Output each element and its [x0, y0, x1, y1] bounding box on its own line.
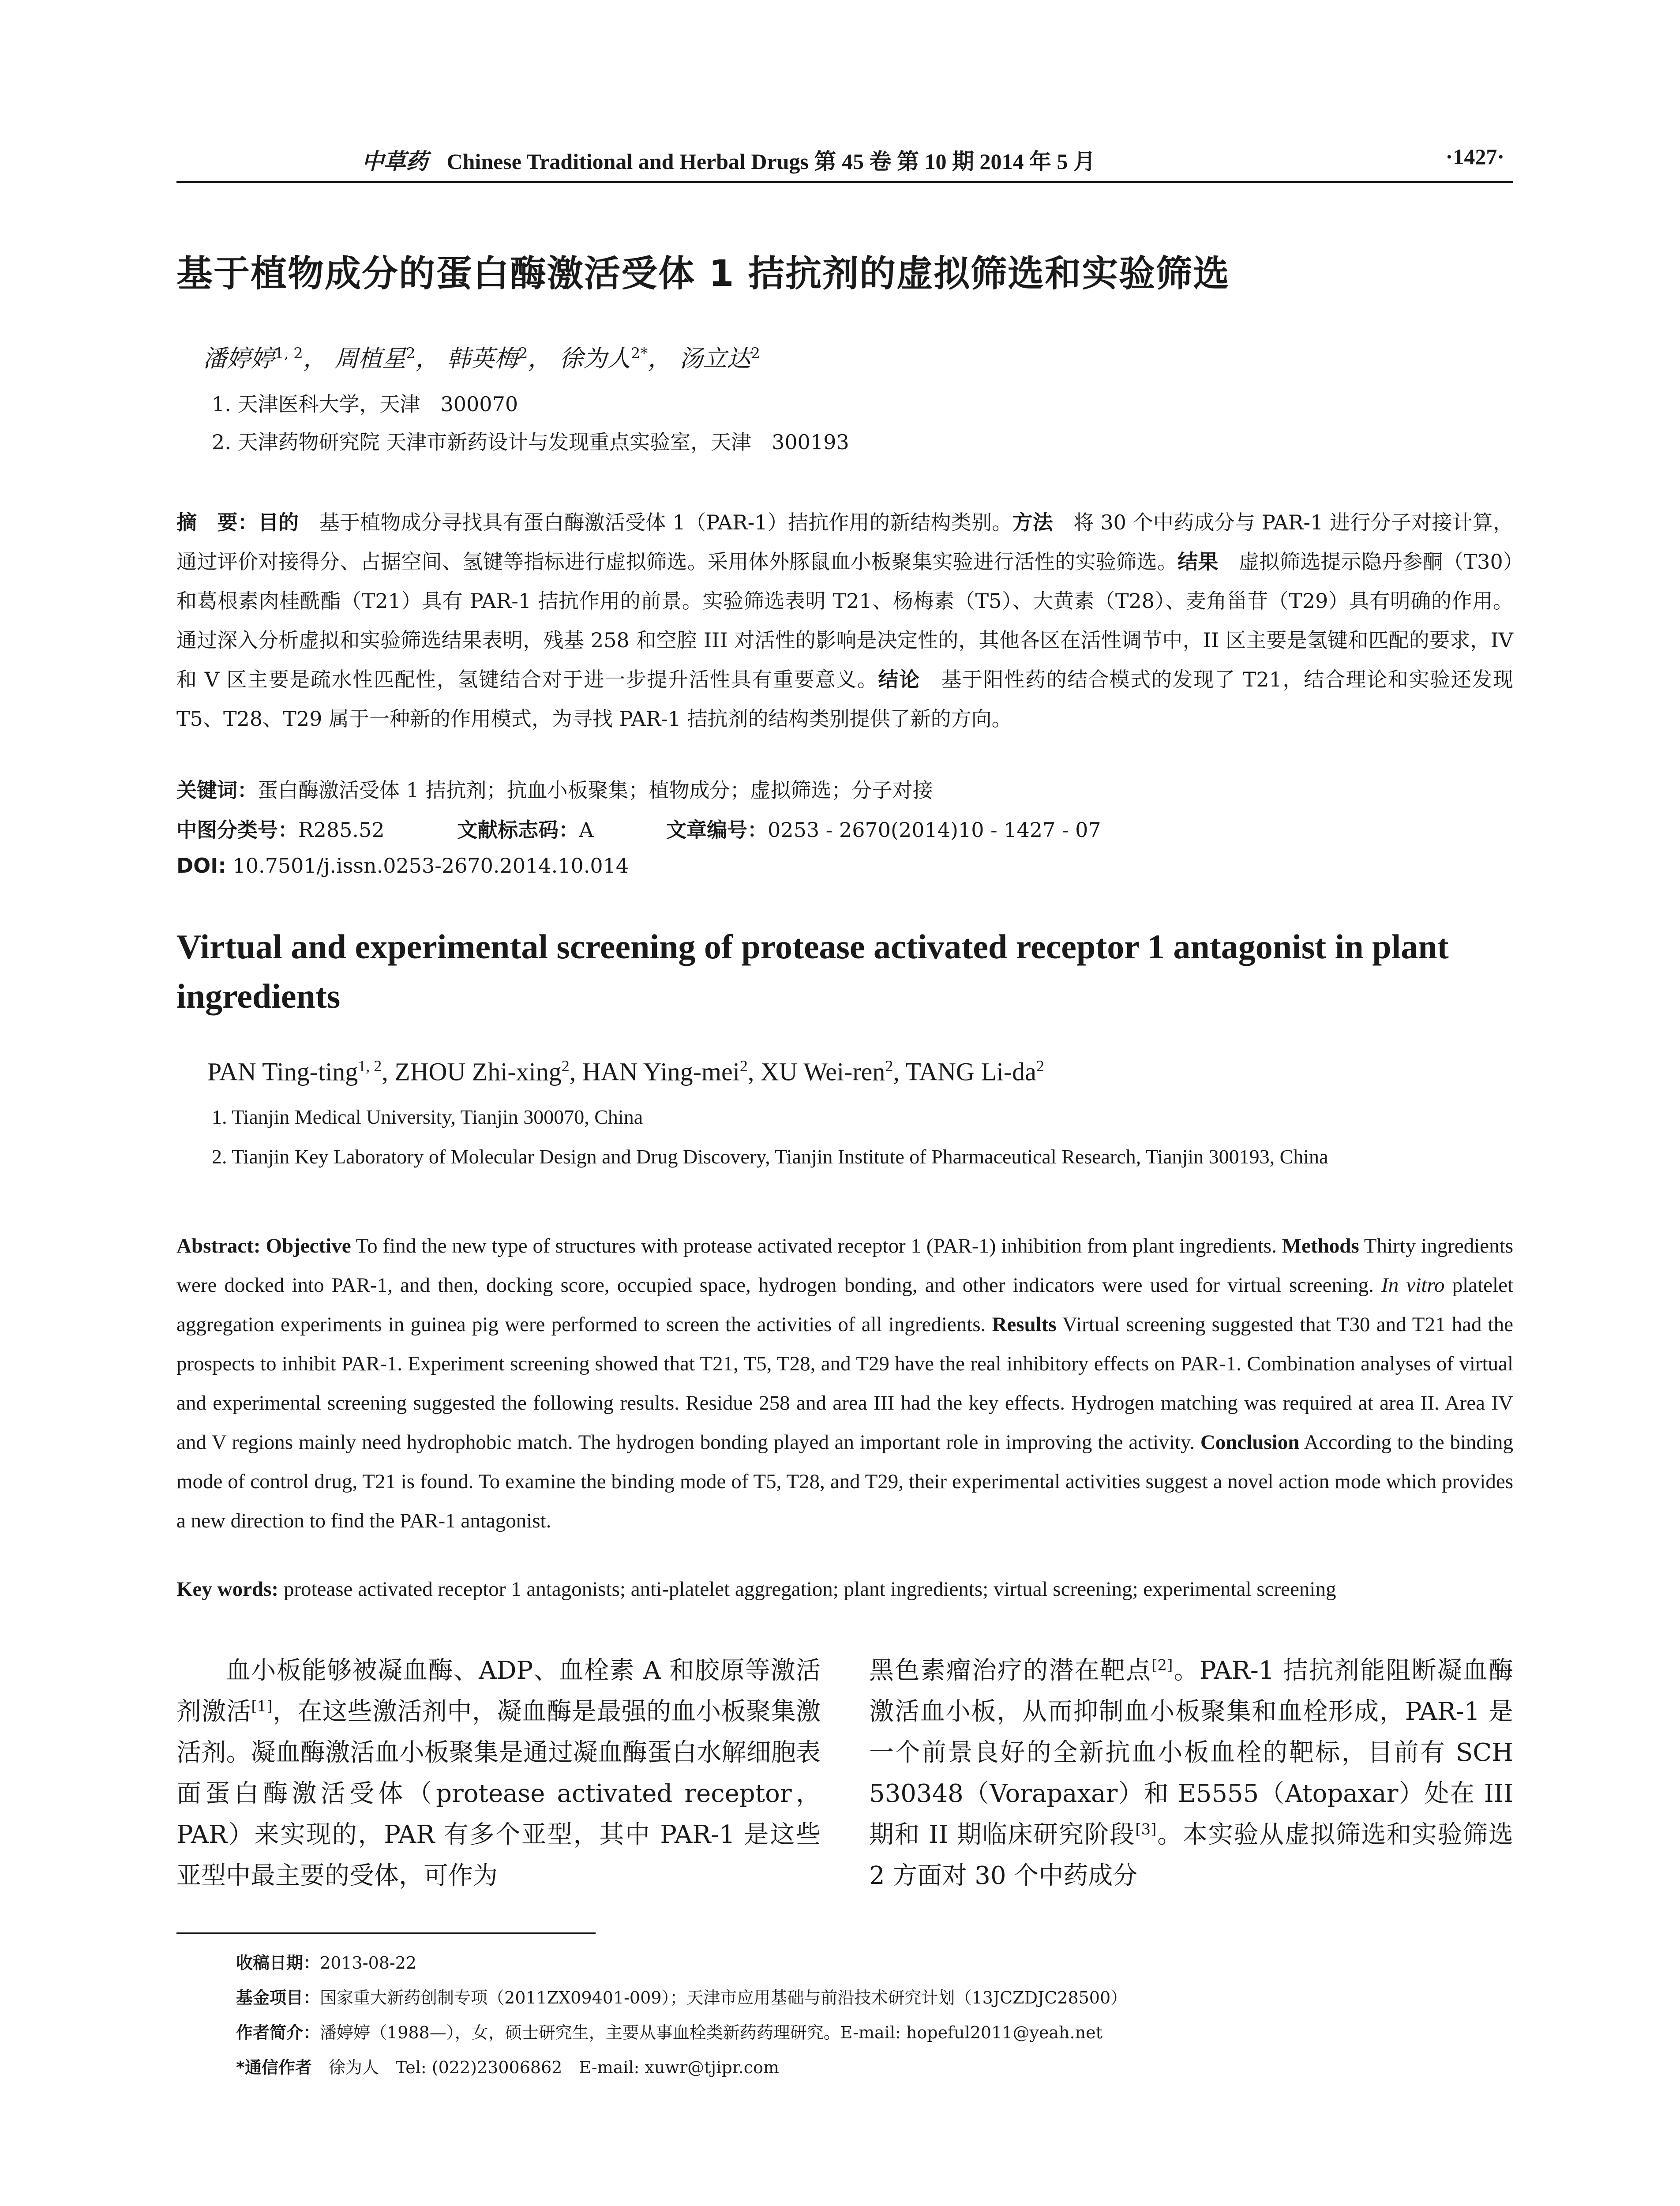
fund-text: 国家重大新药创制专项（2011ZX09401-009）；天津市应用基础与前沿技术研究计划（13JCZDJC28500）: [320, 1988, 1128, 2007]
author-name: 潘婷婷: [203, 345, 274, 372]
author-affiliation-sup: 1, 2: [274, 345, 303, 362]
author-name: TANG Li-da: [905, 1057, 1036, 1086]
methods-label: Methods: [1282, 1234, 1359, 1257]
author-bio-label: 作者简介：: [236, 2023, 320, 2042]
footnote-fund: [236, 1981, 1515, 2015]
author-name: 周植星: [334, 345, 406, 372]
chinese-keywords: [176, 774, 933, 803]
english-affiliation-2: 2. Tianjin Key Laboratory of Molecular Design and Drug Discovery, Tianjin Institute of Pharmaceutical Research, Tianjin 300193, China: [212, 1145, 1328, 1168]
english-authors: [207, 1057, 1044, 1086]
objective-label: 目的: [258, 510, 299, 534]
results-text: 虚拟筛选提示隐丹参酮（T30）和葛根素肉桂酰酯（T21）具有 PAR-1 拮抗作用的前景。实验筛选表明 T21、杨梅素（T5）、大黄素（T28）、麦角甾苷（T29）具有明确的作用。通过深入分析虚拟和实验筛选结果表明，残基 258 和空腔 III 对活性的影响是决定性的，其他各区在活性调节中，II 区主要是氢键和匹配的要求，IV 和 V 区主要是疏水性匹配性，氢键结合对于进一步提升活性具有重要意义。: [176, 550, 1514, 691]
footnotes: [236, 1946, 1515, 2085]
author-name: 汤立达: [679, 345, 751, 372]
results-label: Results: [992, 1313, 1057, 1336]
doi-label: DOI:: [176, 854, 226, 878]
author-affiliation-sup: 2: [750, 345, 761, 362]
english-abstract: [176, 1227, 1513, 1541]
doi-value: 10.7501/j.issn.0253-2670.2014.10.014: [226, 854, 629, 878]
author-name: 韩英梅: [446, 345, 518, 372]
body-text: 。本实验从虚拟筛选和实验筛选 2 方面对 30 个中药成分: [869, 1820, 1514, 1890]
body-text: 血小板能够被凝血酶、ADP、血栓素 A 和胶原等激活剂激活: [176, 1656, 821, 1726]
author-name: ZHOU Zhi-xing: [394, 1057, 562, 1086]
conclusion-label: 结论: [878, 668, 920, 691]
article-no-value: 0253 - 2670(2014)10 - 1427 - 07: [768, 818, 1101, 842]
classification-line: [176, 814, 1101, 843]
body-text: 。PAR-1 拮抗剂能阻断凝血酶激活血小板，从而抑制血小板聚集和血栓形成，PAR-1 是一个前景良好的全新抗血小板血栓的靶标，目前有 SCH 530348（Vorapaxar）和 E5555（Atopaxar）处在 III 期和 II 期临床研究阶段: [869, 1656, 1514, 1849]
author-separator: ，: [415, 345, 439, 372]
author-affiliation-sup: 2: [518, 345, 528, 362]
author-name: 徐为人: [559, 345, 631, 372]
footnote-divider: [176, 1932, 596, 1934]
chinese-affiliation-2: 2. 天津药物研究院 天津市新药设计与发现重点实验室，天津 300193: [212, 430, 849, 454]
doc-code-label: 文献标志码：: [457, 818, 579, 842]
methods-text-continued: platelet aggregation experiments in guinea pig were performed to screen the activities of all ingredients.: [176, 1274, 1513, 1336]
author-affiliation-sup: 2: [885, 1057, 893, 1075]
author-affiliation-sup: 2: [561, 1057, 570, 1075]
conclusion-label: Conclusion: [1200, 1431, 1300, 1454]
keywords-label: 关键词：: [176, 778, 258, 802]
clc-label: 中图分类号：: [176, 818, 298, 842]
author-separator: ，: [648, 345, 672, 372]
author-affiliation-sup: 1, 2: [358, 1057, 382, 1075]
methods-text: 将 30 个中药成分与 PAR-1 进行分子对接计算，通过评价对接得分、占据空间、氢键等指标进行虚拟筛选。采用体外豚鼠血小板聚集实验进行活性的实验筛选。: [176, 510, 1514, 574]
keywords-text: protease activated receptor 1 antagonists; anti-platelet aggregation; plant ingredients; virtual screening; experimental screening: [278, 1578, 1336, 1601]
keywords-text: 蛋白酶激活受体 1 拮抗剂；抗血小板聚集；植物成分；虚拟筛选；分子对接: [258, 778, 933, 802]
received-date: 2013-08-22: [320, 1953, 417, 1973]
citation-1: [1]: [251, 1697, 273, 1715]
doi-line: [176, 854, 629, 878]
citation-2: [2]: [1151, 1656, 1173, 1674]
article-no-label: 文章编号：: [666, 818, 768, 842]
footnote-author: [236, 2015, 1515, 2050]
chinese-affiliation-1: 1. 天津医科大学，天津 300070: [212, 392, 518, 416]
corresponding-label: *通信作者: [236, 2058, 312, 2077]
english-title: Virtual and experimental screening of protease activated receptor 1 antagonist in plant ingredients: [176, 927, 1449, 1015]
author-affiliation-sup: 2: [406, 345, 416, 362]
methods-label: 方法: [1012, 510, 1053, 534]
body-text: ，在这些激活剂中，凝血酶是最强的血小板聚集激活剂。凝血酶激活血小板聚集是通过凝血酶蛋白水解细胞表面蛋白酶激活受体（protease activated receptor，PAR）来实现的，PAR 有多个亚型，其中 PAR-1 是这些亚型中最主要的受体，可作为: [176, 1697, 821, 1890]
author-affiliation-sup: 2: [1036, 1057, 1044, 1075]
chinese-title: 基于植物成分的蛋白酶激活受体 1 拮抗剂的虚拟筛选和实验筛选: [176, 253, 1230, 295]
english-keywords: [176, 1577, 1336, 1601]
page-number: ·1427·: [1445, 144, 1504, 169]
fund-label: 基金项目：: [236, 1988, 320, 2007]
results-label: 结果: [1178, 550, 1219, 574]
body-text: 黑色素瘤治疗的潜在靶点: [869, 1656, 1152, 1685]
objective-text: To find the new type of structures with protease activated receptor 1 (PAR-1) inhibition from plant ingredients.: [351, 1234, 1282, 1257]
keywords-label: Key words:: [176, 1578, 279, 1601]
journal-name-cn: 中草药: [362, 148, 428, 174]
conclusion-text: According to the binding mode of control drug, T21 is found. To examine the binding mode of T5, T28, and T29, their experimental activities suggest a novel action mode which provides a new direction to find the PAR-1 antagonist.: [176, 1431, 1513, 1532]
author-separator: ,: [382, 1057, 395, 1086]
journal-volume-issue: Chinese Traditional and Herbal Drugs 第 45 卷 第 10 期 2014 年 5 月: [446, 149, 1095, 174]
results-text: Virtual screening suggested that T30 and T21 had the prospects to inhibit PAR-1. Experiment screening showed that T21, T5, T28, and T29 have the real inhibitory effects on PAR-1. Combination analyses of virtual and experimental screening suggested the following results. Residue 258 and area III had the key effects. Hydrogen matching was required at area II. Area IV and V regions mainly need hydrophobic match. The hydrogen bonding played an important role in improving the activity.: [176, 1313, 1513, 1454]
author-affiliation-sup: 2: [739, 1057, 748, 1075]
clc-value: R285.52: [298, 818, 385, 842]
author-separator: ,: [893, 1057, 906, 1086]
author-separator: ,: [569, 1057, 582, 1086]
author-separator: ，: [303, 345, 327, 372]
footnote-received: [236, 1946, 1515, 1981]
methods-text: Thirty ingredients were docked into PAR-1, and then, docking score, occupied space, hydrogen bonding, and other indicators were used for virtual screening.: [176, 1234, 1514, 1297]
author-name: HAN Ying-mei: [582, 1057, 740, 1086]
body-right-column: [869, 1650, 1513, 1896]
chinese-abstract: [176, 503, 1513, 739]
body-left-column: [176, 1650, 821, 1896]
objective-text: 基于植物成分寻找具有蛋白酶激活受体 1（PAR-1）拮抗作用的新结构类别。: [299, 510, 1012, 534]
author-bio-text: 潘婷婷（1988—），女，硕士研究生，主要从事血栓类新药药理研究。E-mail: hopeful2011@yeah.net: [320, 2023, 1102, 2042]
author-name: XU Wei-ren: [760, 1057, 885, 1086]
running-header: [176, 137, 1513, 183]
author-separator: ，: [528, 345, 552, 372]
conclusion-text: 基于阳性药的结合模式的发现了 T21，结合理论和实验还发现 T5、T28、T29 属于一种新的作用模式，为寻找 PAR-1 拮抗剂的结构类别提供了新的方向。: [176, 668, 1514, 731]
corresponding-text: 徐为人 Tel: (022)23006862 E-mail: xuwr@tjipr.com: [311, 2058, 779, 2077]
author-separator: ,: [747, 1057, 761, 1086]
abstract-label: 摘 要：: [176, 510, 258, 534]
abstract-objective-label: Abstract: Objective: [176, 1234, 351, 1257]
citation-3: [3]: [1135, 1820, 1157, 1838]
doc-code-value: A: [579, 818, 594, 842]
author-name: PAN Ting-ting: [207, 1057, 358, 1086]
chinese-authors: [203, 340, 760, 374]
received-label: 收稿日期：: [236, 1953, 320, 1973]
methods-italic-text: In vitro: [1381, 1274, 1445, 1297]
english-affiliation-1: 1. Tianjin Medical University, Tianjin 300070, China: [212, 1106, 643, 1128]
author-affiliation-sup: 2*: [630, 345, 648, 362]
footnote-corresponding: [236, 2050, 1515, 2085]
journal-info: [362, 144, 1095, 176]
